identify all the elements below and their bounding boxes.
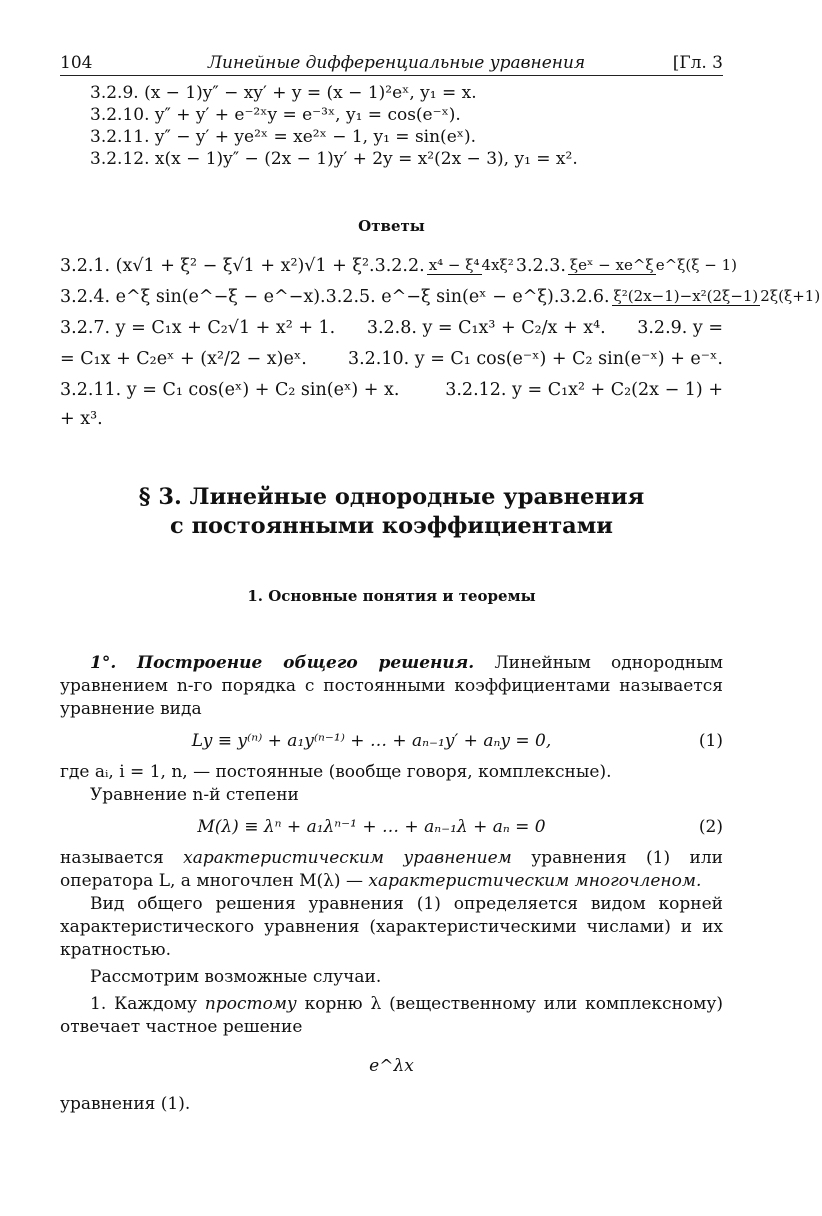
paragraph-label: 1°. Построение общего решения. (90, 653, 475, 673)
answer-3-2-6: 3.2.6. ξ²(2x−1)−x²(2ξ−1) 2ξ(ξ+1) (559, 286, 821, 307)
chapter-label: [Гл. 3 (672, 53, 723, 73)
paragraph: Уравнение n-й степени (90, 785, 299, 805)
exercise-item: 3.2.10. y″ + y′ + e⁻²ˣy = e⁻³ˣ, y₁ = cos(e⁻ˣ). (90, 105, 461, 125)
answer-line (60, 250, 738, 281)
answer-3-2-4: 3.2.4. e^ξ sin(e^−ξ − e^−x). (60, 286, 326, 307)
answer-3-2-9-cont: = C₁x + C₂eˣ + (x²/2 − x)eˣ. (60, 348, 307, 369)
answers-heading: Ответы (358, 217, 425, 235)
answer-3-2-7: 3.2.7. y = C₁x + C₂√1 + x² + 1. (60, 317, 336, 338)
paragraph: 1°. Построение общего решения. Линейным однородным уравнением n-го порядка с постоянными коэффициентами называется уравнение вида (60, 653, 723, 719)
running-title: Линейные дифференциальные уравнения (207, 53, 586, 73)
answer-3-2-8: 3.2.8. y = C₁x³ + C₂/x + x⁴. (366, 317, 606, 338)
answer-3-2-1: 3.2.1. (x√1 + ξ² − ξ√1 + x²)√1 + ξ². (60, 255, 375, 276)
exercise-item: 3.2.11. y″ − y′ + ye²ˣ = xe²ˣ − 1, y₁ = sin(eˣ). (90, 127, 476, 147)
fraction: x⁴ − ξ⁴ 4xξ² (428, 256, 514, 274)
answer-3-2-11: 3.2.11. y = C₁ cos(eˣ) + C₂ sin(eˣ) + x. (60, 379, 400, 400)
exercise-item: 3.2.9. (x − 1)y″ − xy′ + y = (x − 1)²eˣ, y₁ = x. (90, 83, 477, 103)
paragraph: Вид общего решения уравнения (1) определяется видом корней характеристического уравнения (характеристическими числами) и их кратностью. (60, 894, 723, 960)
answer-3-2-10: 3.2.10. y = C₁ cos(e⁻ˣ) + C₂ sin(e⁻ˣ) + e⁻ˣ. (347, 348, 723, 369)
section-title: § 3. Линейные однородные уравнения с постоянными коэффициентами (138, 484, 645, 539)
exercise-item: 3.2.12. x(x − 1)y″ − (2x − 1)y′ + 2y = x²(2x − 3), y₁ = x². (90, 149, 578, 169)
paragraph: где aᵢ, i = 1, n, — постоянные (вообще говоря, комплексные). (60, 762, 612, 782)
answer-3-2-2: 3.2.2. x⁴ − ξ⁴ 4xξ² (374, 255, 514, 276)
fraction: ξeˣ − xe^ξ e^ξ(ξ − 1) (569, 256, 738, 274)
equation-exp: e^λx (369, 1056, 414, 1076)
page-number: 104 (60, 53, 93, 73)
answer-line (60, 281, 821, 312)
answer-line (60, 343, 723, 374)
exercise-list (90, 82, 723, 170)
answer-3-2-9: 3.2.9. y = (637, 317, 723, 338)
answer-line: + x³. (60, 409, 103, 429)
answer-3-2-12: 3.2.12. y = C₁x² + C₂(2x − 1) + (445, 379, 723, 400)
answers-block (60, 250, 821, 433)
paragraph: Рассмотрим возможные случаи. (90, 967, 382, 987)
equation-1: Ly ≡ y⁽ⁿ⁾ + a₁y⁽ⁿ⁻¹⁾ + … + aₙ₋₁y′ + aₙy = 0, (1) (191, 730, 723, 751)
equation-number: (1) (698, 730, 723, 751)
answer-line (60, 312, 723, 343)
running-head (60, 52, 723, 76)
answer-3-2-5: 3.2.5. e^−ξ sin(eˣ − e^ξ). (325, 286, 560, 307)
equation-number: (2) (698, 816, 723, 837)
subsection-title: 1. Основные понятия и теоремы (247, 587, 536, 605)
paragraph: уравнения (1). (60, 1094, 191, 1114)
answer-line (60, 374, 723, 405)
answer-3-2-3: 3.2.3. ξeˣ − xe^ξ e^ξ(ξ − 1) (515, 255, 738, 276)
equation-2: M(λ) ≡ λⁿ + a₁λⁿ⁻¹ + … + aₙ₋₁λ + aₙ = 0 (2) (197, 816, 723, 837)
paragraph: называется характеристическим уравнением уравнения (1) или оператора L, а многочлен M(λ) — характеристическим многочленом. (60, 848, 723, 891)
fraction: ξ²(2x−1)−x²(2ξ−1) 2ξ(ξ+1) (613, 287, 821, 305)
paragraph: 1. Каждому простому корню λ (вещественному или комплексному) отвечает частное решение (60, 994, 724, 1037)
